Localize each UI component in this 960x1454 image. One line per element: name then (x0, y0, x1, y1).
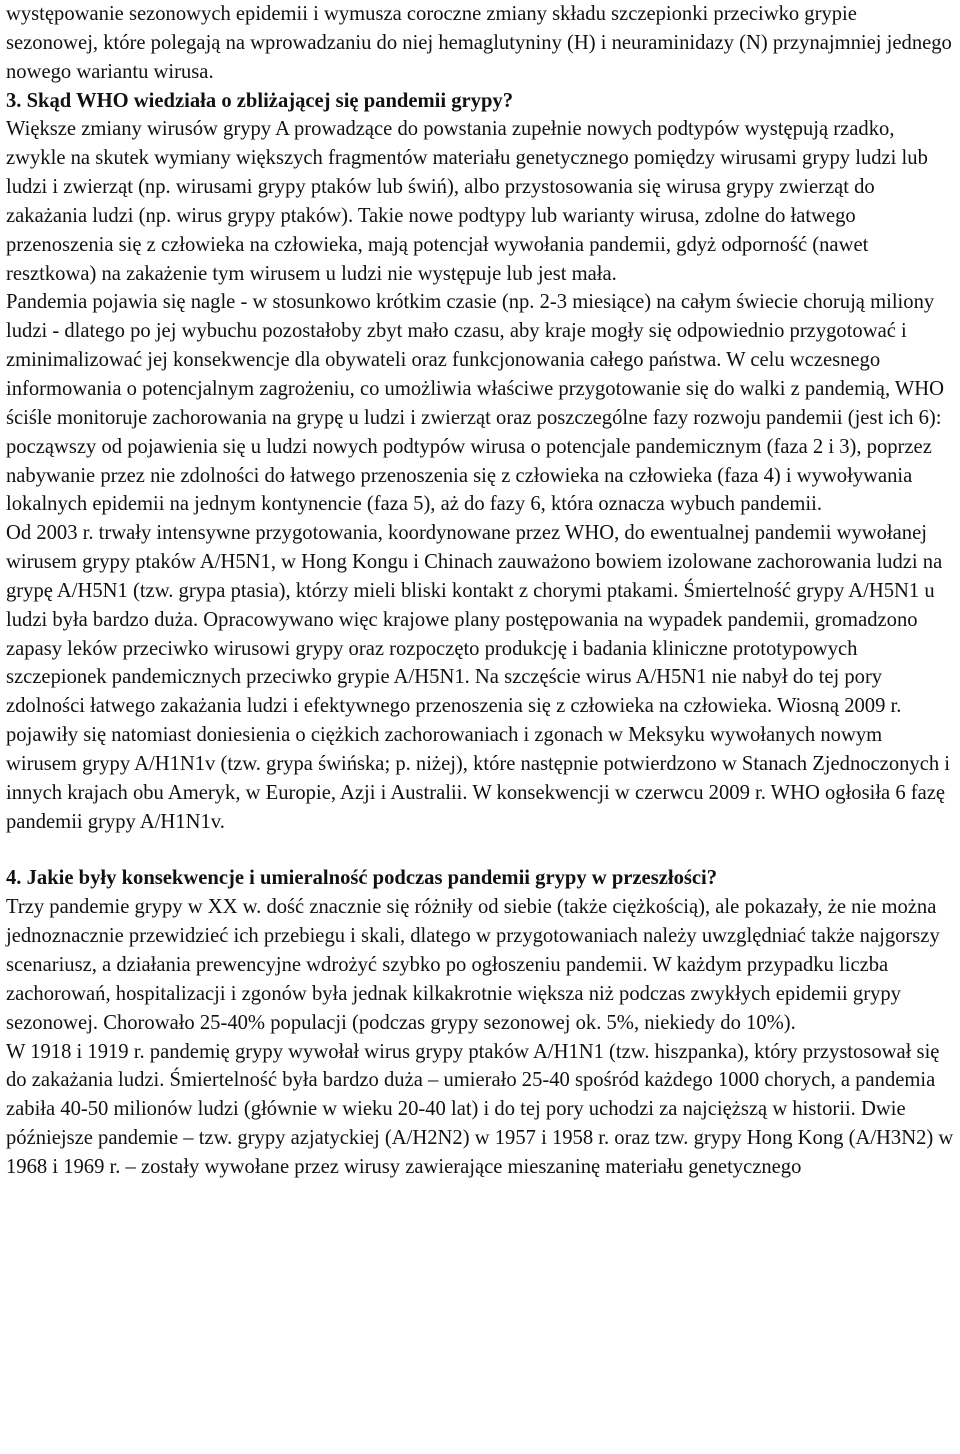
paragraph-3c: Od 2003 r. trwały intensywne przygotowania, koordynowane przez WHO, do ewentualnej pandemii wywołanej wirusem grypy ptaków A/H5N1, w Hong Kongu i Chinach zauważono bowiem izolowane zachorowania ludzi na grypę A/H5N1 (tzw. grypa ptasia), którzy mieli bliski kontakt z chorymi ptakami. Śmiertelność grypy A/H5N1 u ludzi była bardzo duża. Opracowywano więc krajowe plany postępowania na wypadek pandemii, gromadzono zapasy leków przeciwko wirusowi grypy oraz rozpoczęto produkcję i badania kliniczne prototypowych szczepionek pandemicznych przeciwko grypie A/H5N1. Na szczęście wirus A/H5N1 nie nabył do tej pory zdolności łatwego zakażania ludzi i efektywnego przenoszenia się z człowieka na człowieka. Wiosną 2009 r. pojawiły się natomiast doniesienia o ciężkich zachorowaniach i zgonach w Meksyku wywołanych nowym wirusem grypy A/H1N1v (tzw. grypa świńska; p. niżej), które następnie potwierdzono w Stanach Zjednoczonych i innych krajach obu Ameryk, w Europie, Azji i Australii. W konsekwencji w czerwcu 2009 r. WHO ogłosiła 6 fazę pandemii grypy A/H1N1v. (6, 522, 951, 833)
paragraph-3b: Pandemia pojawia się nagle - w stosunkowo krótkim czasie (np. 2-3 miesiące) na całym świecie chorują miliony ludzi - dlatego po jej wybuchu pozostałoby zbyt mało czasu, aby kraje mogły się odpowiednio przygotować i zminimalizować jej konsekwencje dla obywateli oraz funkcjonowania całego państwa. W celu wczesnego informowania o potencjalnym zagrożeniu, co umożliwia właściwe przygotowanie się do walki z pandemią, WHO ściśle monitoruje zachorowania na grypę u ludzi i zwierząt oraz poszczególne fazy rozwoju pandemii (jest ich 6): począwszy od pojawienia się u ludzi nowych podtypów wirusa o potencjale pandemicznym (faza 2 i 3), poprzez nabywanie przez nie zdolności do łatwego przenoszenia się z człowieka na człowieka (faza 4) i wywoływania lokalnych epidemii na jednym kontynencie (faza 5), aż do fazy 6, która oznacza wybuch pandemii. (6, 291, 945, 516)
paragraph-4b: W 1918 i 1919 r. pandemię grypy wywołał wirus grypy ptaków A/H1N1 (tzw. hiszpanka), który przystosował się do zakażania ludzi. Śmiertelność była bardzo duża – umierało 25-40 spośród każdego 1000 chorych, a pandemia zabiła 40-50 milionów ludzi (głównie w wieku 20-40 lat) i do tej pory uchodzi za najcięższą w historii. Dwie późniejsze pandemie – tzw. grypy azjatyckiej (A/H2N2) w 1957 i 1958 r. oraz tzw. grypy Hong Kong (A/H3N2) w 1968 i 1969 r. – zostały wywołane przez wirusy zawierające mieszaninę materiału genetycznego (6, 1040, 954, 1178)
section-heading-4: 4. Jakie były konsekwencje i umieralność podczas pandemii grypy w przeszłości? (6, 867, 718, 890)
section-spacer (6, 836, 954, 864)
section-heading-3: 3. Skąd WHO wiedziała o zbliżającej się pandemii grypy? (6, 89, 514, 112)
paragraph-3a: Większe zmiany wirusów grypy A prowadzące do powstania zupełnie nowych podtypów występują rzadko, zwykle na skutek wymiany większych fragmentów materiału genetycznego pomiędzy wirusami grypy ludzi lub ludzi i zwierząt (np. wirusami grypy ptaków lub świń), albo przystosowania się wirusa grypy zwierząt do zakażania ludzi (np. wirus grypy ptaków). Takie nowe podtypy lub warianty wirusa, zdolne do łatwego przenoszenia się z człowieka na człowieka, mają potencjał wywołania pandemii, gdyż odporność (nawet resztkowa) na zakażenie tym wirusem u ludzi nie występuje lub jest mała. (6, 118, 928, 285)
paragraph-intro: występowanie sezonowych epidemii i wymusza coroczne zmiany składu szczepionki przeciwko grypie sezonowej, które polegają na wprowadzaniu do niej hemaglutyniny (H) i neuraminidazy (N) przynajmniej jednego nowego wariantu wirusa. (6, 3, 952, 83)
document-page (6, 0, 954, 1182)
paragraph-4a: Trzy pandemie grypy w XX w. dość znacznie się różniły od siebie (także ciężkością), ale pokazały, że nie można jednoznacznie przewidzieć ich przebiegu i skali, dlatego w przygotowaniach należy uwzględniać także najgorszy scenariusz, a działania prewencyjne wdrożyć szybko po ogłoszeniu pandemii. W każdym przypadku liczba zachorowań, hospitalizacji i zgonów była jednak kilkakrotnie większa niż podczas zwykłych epidemii grypy sezonowej. Chorowało 25-40% populacji (podczas grypy sezonowej ok. 5%, niekiedy do 10%). (6, 896, 940, 1034)
